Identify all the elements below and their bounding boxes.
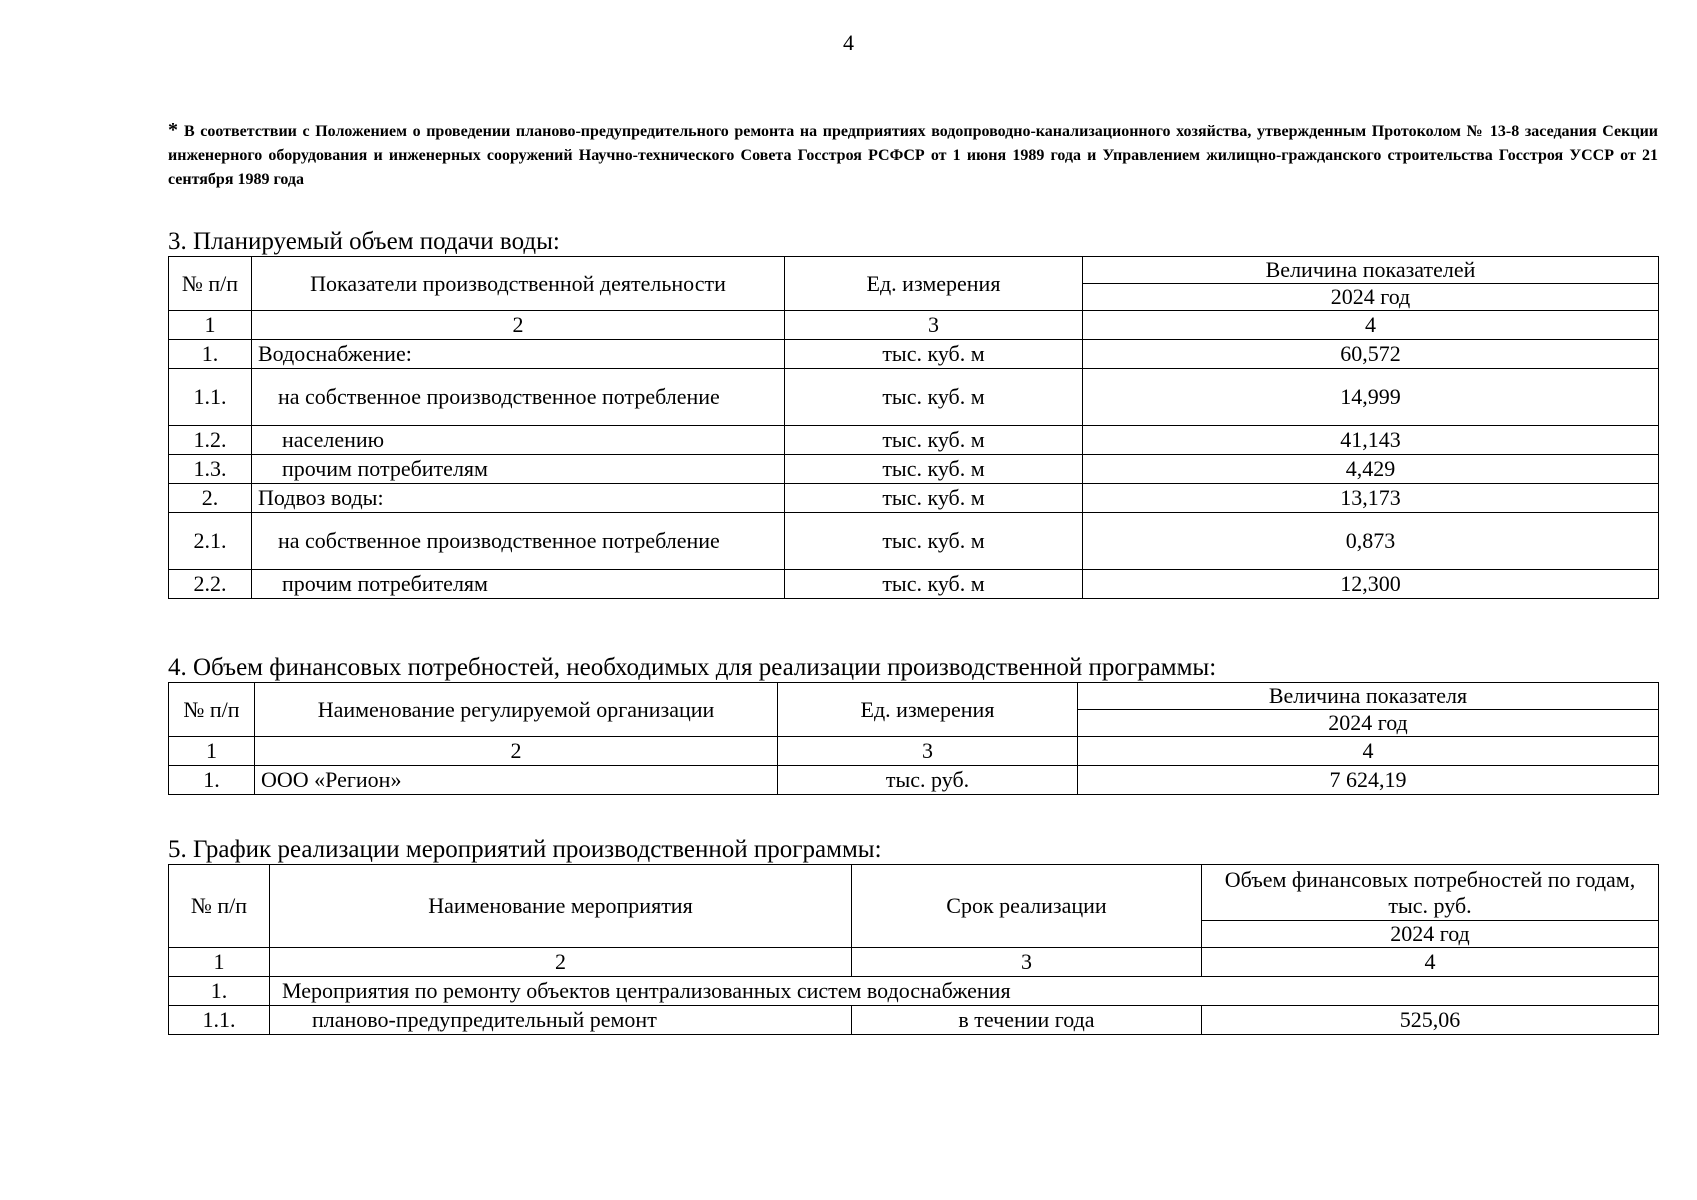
row-value: 7 624,19 [1078, 766, 1659, 795]
row-unit: тыс. куб. м [785, 340, 1083, 369]
row-value: 0,873 [1083, 513, 1659, 570]
col-number: 3 [778, 737, 1078, 766]
row-name-text: на собственное производственное потребление [278, 528, 720, 553]
table-row [169, 455, 1659, 484]
col-number: 1 [169, 737, 255, 766]
row-num: 2.2. [169, 570, 252, 599]
section-financial-needs [168, 654, 1658, 795]
header-value: Величина показателей [1083, 257, 1659, 284]
row-num: 1.1. [169, 1006, 270, 1035]
row-num: 1. [169, 340, 252, 369]
header-name: Показатели производственной деятельности [252, 257, 785, 311]
col-number: 2 [255, 737, 778, 766]
table-row [169, 340, 1659, 369]
section-water-supply [168, 228, 1658, 599]
col-number: 4 [1202, 948, 1659, 977]
col-number: 1 [169, 948, 270, 977]
table-row [169, 570, 1659, 599]
row-unit: тыс. куб. м [785, 369, 1083, 426]
row-value: 41,143 [1083, 426, 1659, 455]
row-unit: тыс. куб. м [785, 513, 1083, 570]
row-name: прочим потребителям [252, 455, 785, 484]
col-number: 2 [270, 948, 852, 977]
col-number: 2 [252, 311, 785, 340]
table-row [169, 513, 1659, 570]
row-num: 1.2. [169, 426, 252, 455]
row-name: населению [252, 426, 785, 455]
footnote-star: * [168, 119, 178, 141]
row-num: 1. [169, 766, 255, 795]
header-num: № п/п [169, 683, 255, 737]
table-row [169, 484, 1659, 513]
footnote-text: В соответствии с Положением о проведении планово-предупредительного ремонта на предприятиях водопроводно-канализационного хозяйства, утвержденным Протоколом № 13-8 заседания Секции инженерного оборудования и инженерных сооружений Научно-технического Совета Госстроя РСФСР от 1 июня 1989 года и Управлением жилищно-гражданского строительства Госстроя УССР от 21 сентября 1989 года [168, 123, 1658, 188]
column-number-row [169, 311, 1659, 340]
row-unit: тыс. руб. [778, 766, 1078, 795]
row-num: 1.1. [169, 369, 252, 426]
header-num: № п/п [169, 257, 252, 311]
section4-title: 4. Объем финансовых потребностей, необходимых для реализации производственной программы: [168, 654, 1217, 681]
table-row [169, 1006, 1659, 1035]
col-number: 4 [1078, 737, 1659, 766]
header-year: 2024 год [1083, 284, 1659, 311]
header-term: Срок реализации [852, 865, 1202, 948]
row-value: 13,173 [1083, 484, 1659, 513]
row-value: 60,572 [1083, 340, 1659, 369]
section-schedule [168, 836, 1658, 1035]
row-num: 2. [169, 484, 252, 513]
header-name: Наименование регулируемой организации [255, 683, 778, 737]
section5-title: 5. График реализации мероприятий производственной программы: [168, 836, 882, 863]
col-number: 1 [169, 311, 252, 340]
table-header-row [169, 257, 1659, 284]
financial-needs-table [168, 682, 1659, 795]
header-name: Наименование мероприятия [270, 865, 852, 948]
table-row [169, 977, 1659, 1006]
row-name: Подвоз воды: [252, 484, 785, 513]
row-num: 1.3. [169, 455, 252, 484]
row-name-text: на собственное производственное потребление [278, 384, 720, 409]
header-unit: Ед. измерения [785, 257, 1083, 311]
schedule-table [168, 864, 1659, 1035]
header-num: № п/п [169, 865, 270, 948]
row-value: 14,999 [1083, 369, 1659, 426]
row-name: Мероприятия по ремонту объектов централизованных систем водоснабжения [270, 977, 1659, 1006]
col-number: 4 [1083, 311, 1659, 340]
row-value: 12,300 [1083, 570, 1659, 599]
col-number: 3 [852, 948, 1202, 977]
row-name: прочим потребителям [252, 570, 785, 599]
row-unit: тыс. куб. м [785, 426, 1083, 455]
row-value: 525,06 [1202, 1006, 1659, 1035]
table-header-row [169, 865, 1659, 921]
footnote [168, 118, 1658, 192]
row-num: 1. [169, 977, 270, 1006]
row-name: планово-предупредительный ремонт [270, 1006, 852, 1035]
row-value: 4,429 [1083, 455, 1659, 484]
header-value: Величина показателя [1078, 683, 1659, 710]
row-unit: тыс. куб. м [785, 484, 1083, 513]
table-row [169, 766, 1659, 795]
column-number-row [169, 737, 1659, 766]
header-unit: Ед. измерения [778, 683, 1078, 737]
row-name: ООО «Регион» [255, 766, 778, 795]
row-term: в течении года [852, 1006, 1202, 1035]
col-number: 3 [785, 311, 1083, 340]
row-unit: тыс. куб. м [785, 455, 1083, 484]
header-year: 2024 год [1078, 710, 1659, 737]
page-number: 4 [843, 30, 854, 55]
table-header-row [169, 683, 1659, 710]
table-row [169, 369, 1659, 426]
water-supply-table [168, 256, 1659, 599]
row-name: Водоснабжение: [252, 340, 785, 369]
table-row [169, 426, 1659, 455]
row-unit: тыс. куб. м [785, 570, 1083, 599]
row-name [252, 513, 785, 570]
header-year: 2024 год [1202, 921, 1659, 948]
column-number-row [169, 948, 1659, 977]
header-value: Объем финансовых потребностей по годам, тыс. руб. [1202, 865, 1659, 921]
row-num: 2.1. [169, 513, 252, 570]
section3-title: 3. Планируемый объем подачи воды: [168, 228, 560, 255]
row-name [252, 369, 785, 426]
